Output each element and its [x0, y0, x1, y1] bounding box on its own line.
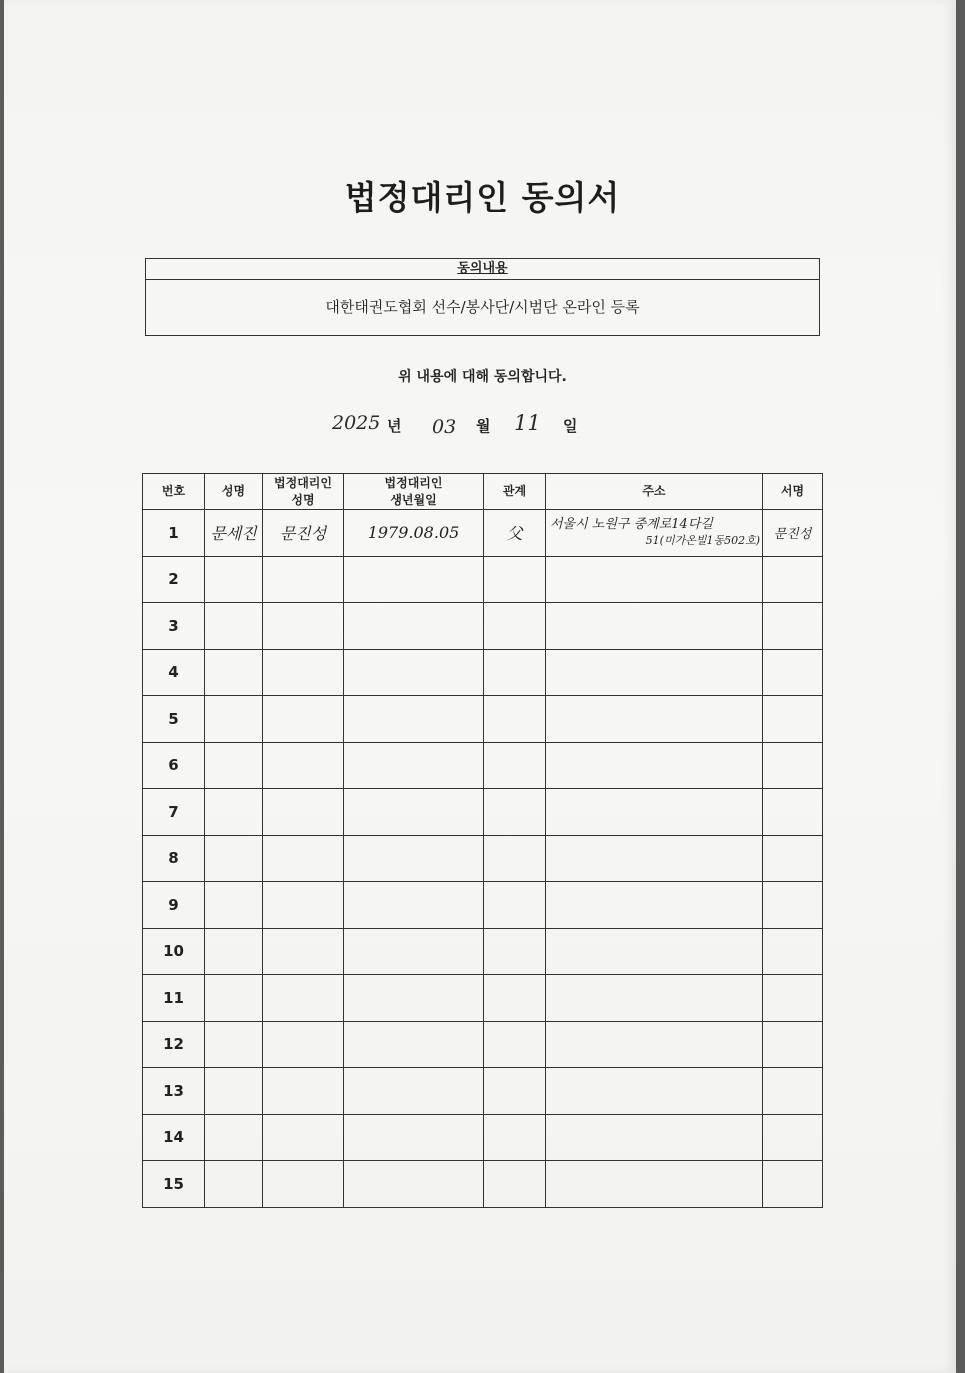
header-guardian-name: [263, 474, 344, 510]
row-guardian-birth: [344, 789, 484, 836]
row-relation: [484, 1114, 546, 1161]
row-number: 8: [143, 835, 205, 882]
row-signature: [763, 882, 823, 929]
row-signature: [763, 1161, 823, 1208]
row-guardian-name: [263, 1021, 344, 1068]
header-guardian-birth: [344, 474, 484, 510]
table-row: [143, 742, 823, 789]
row-name: [205, 1021, 263, 1068]
row-guardian-birth: [344, 1021, 484, 1068]
row-relation: [484, 603, 546, 650]
row-number: 7: [143, 789, 205, 836]
row-relation: [484, 882, 546, 929]
header-guardian-name-line2: 성명: [291, 492, 315, 507]
table-row: [143, 1114, 823, 1161]
row-guardian-name: 문진성: [263, 510, 344, 557]
row-guardian-name: [263, 696, 344, 743]
date-month: 03: [432, 416, 457, 438]
date-month-label: 월: [476, 417, 491, 435]
table-row: [143, 975, 823, 1022]
header-guardian-name-line1: 법정대리인: [274, 475, 332, 490]
row-guardian-birth: [344, 835, 484, 882]
row-address-line1: 서울시 노원구 중계로14다길: [550, 516, 713, 532]
table-row: [143, 649, 823, 696]
date-day-label: 일: [563, 417, 578, 435]
row-guardian-name: [263, 835, 344, 882]
row-guardian-birth: [344, 649, 484, 696]
row-guardian-name: [263, 742, 344, 789]
row-name: [205, 696, 263, 743]
row-signature: [763, 603, 823, 650]
row-relation: [484, 556, 546, 603]
table-row: [143, 789, 823, 836]
row-guardian-name: [263, 882, 344, 929]
row-number: 4: [143, 649, 205, 696]
header-no: 번호: [143, 474, 205, 510]
row-signature: [763, 649, 823, 696]
row-guardian-name: [263, 1161, 344, 1208]
row-signature: 문진성: [763, 510, 823, 557]
date-year-label: 년: [387, 417, 402, 435]
row-address: [546, 789, 763, 836]
consent-body: 대한태권도협회 선수/봉사단/시범단 온라인 등록: [325, 298, 640, 316]
row-relation: [484, 835, 546, 882]
row-signature: [763, 556, 823, 603]
row-number: 11: [143, 975, 205, 1022]
row-number: 10: [143, 928, 205, 975]
consent-header: [146, 259, 819, 280]
row-address: [546, 1114, 763, 1161]
row-address: [546, 975, 763, 1022]
row-guardian-birth: [344, 603, 484, 650]
row-guardian-birth: [344, 556, 484, 603]
row-guardian-name: [263, 603, 344, 650]
row-guardian-name: [263, 1114, 344, 1161]
agreement-statement: 위 내용에 대해 동의합니다.: [398, 369, 567, 385]
table-row: [143, 835, 823, 882]
row-address: [546, 928, 763, 975]
row-guardian-name: [263, 1068, 344, 1115]
row-address: [546, 556, 763, 603]
header-guardian-birth-line1: 법정대리인: [384, 475, 443, 490]
table-row: [143, 882, 823, 929]
row-signature: [763, 928, 823, 975]
row-number: 12: [143, 1021, 205, 1068]
table-row: [143, 928, 823, 975]
row-signature: [763, 696, 823, 743]
row-signature: [763, 835, 823, 882]
row-guardian-birth: [344, 928, 484, 975]
row-name: [205, 603, 263, 650]
header-name: 성명: [205, 474, 263, 510]
row-relation: [484, 1068, 546, 1115]
header-signature: 서명: [763, 474, 823, 510]
row-number: 5: [143, 696, 205, 743]
row-relation: [484, 696, 546, 743]
row-name: [205, 556, 263, 603]
row-relation: [484, 649, 546, 696]
row-guardian-birth: [344, 1161, 484, 1208]
row-number: 3: [143, 603, 205, 650]
table-row: [143, 510, 823, 557]
row-guardian-birth: [344, 742, 484, 789]
row-address: [546, 882, 763, 929]
row-guardian-birth: 1979.08.05: [344, 510, 484, 557]
consent-box: [145, 258, 820, 336]
row-name: 문세진: [205, 510, 263, 557]
row-address: [546, 1021, 763, 1068]
row-signature: [763, 1068, 823, 1115]
row-guardian-birth: [344, 1114, 484, 1161]
guardian-table: [142, 473, 823, 1208]
row-name: [205, 928, 263, 975]
row-signature: [763, 789, 823, 836]
table-row: [143, 1021, 823, 1068]
date-year: 2025: [332, 412, 381, 434]
row-name: [205, 882, 263, 929]
row-guardian-name: [263, 649, 344, 696]
row-signature: [763, 975, 823, 1022]
row-address: [546, 742, 763, 789]
row-guardian-name: [263, 789, 344, 836]
table-row: [143, 1161, 823, 1208]
row-address: [546, 696, 763, 743]
row-name: [205, 789, 263, 836]
row-guardian-name: [263, 975, 344, 1022]
header-address: 주소: [546, 474, 763, 510]
row-name: [205, 1161, 263, 1208]
row-guardian-birth: [344, 975, 484, 1022]
table-header-row: [143, 474, 823, 510]
row-name: [205, 975, 263, 1022]
row-guardian-name: [263, 928, 344, 975]
table-row: [143, 1068, 823, 1115]
row-relation: [484, 928, 546, 975]
table-body: [143, 510, 823, 1208]
row-number: 6: [143, 742, 205, 789]
row-relation: 父: [484, 510, 546, 557]
document-title: 법정대리인 동의서: [344, 178, 621, 217]
row-address: [546, 510, 763, 557]
row-address: [546, 1161, 763, 1208]
row-address: [546, 603, 763, 650]
row-guardian-birth: [344, 1068, 484, 1115]
row-address: [546, 835, 763, 882]
row-guardian-birth: [344, 696, 484, 743]
table-row: [143, 603, 823, 650]
row-name: [205, 742, 263, 789]
row-address: [546, 1068, 763, 1115]
row-name: [205, 835, 263, 882]
row-signature: [763, 1114, 823, 1161]
row-signature: [763, 1021, 823, 1068]
table-row: [143, 696, 823, 743]
row-name: [205, 1114, 263, 1161]
row-signature: [763, 742, 823, 789]
row-name: [205, 1068, 263, 1115]
row-relation: [484, 1021, 546, 1068]
row-relation: [484, 789, 546, 836]
table-row: [143, 556, 823, 603]
header-guardian-birth-line2: 생년월일: [390, 492, 437, 507]
row-number: 15: [143, 1161, 205, 1208]
row-guardian-name: [263, 556, 344, 603]
row-number: 13: [143, 1068, 205, 1115]
row-relation: [484, 742, 546, 789]
row-address-line2: 51(미가온빌1동502호): [645, 533, 760, 547]
row-name: [205, 649, 263, 696]
row-number: 14: [143, 1114, 205, 1161]
row-number: 9: [143, 882, 205, 929]
header-relation: 관계: [484, 474, 546, 510]
row-guardian-birth: [344, 882, 484, 929]
row-number: 2: [143, 556, 205, 603]
consent-header-label: 동의내용: [457, 261, 508, 276]
row-number: 1: [143, 510, 205, 557]
date-day: 11: [514, 411, 541, 435]
row-relation: [484, 1161, 546, 1208]
row-address: [546, 649, 763, 696]
date-row: [0, 410, 965, 440]
row-relation: [484, 975, 546, 1022]
